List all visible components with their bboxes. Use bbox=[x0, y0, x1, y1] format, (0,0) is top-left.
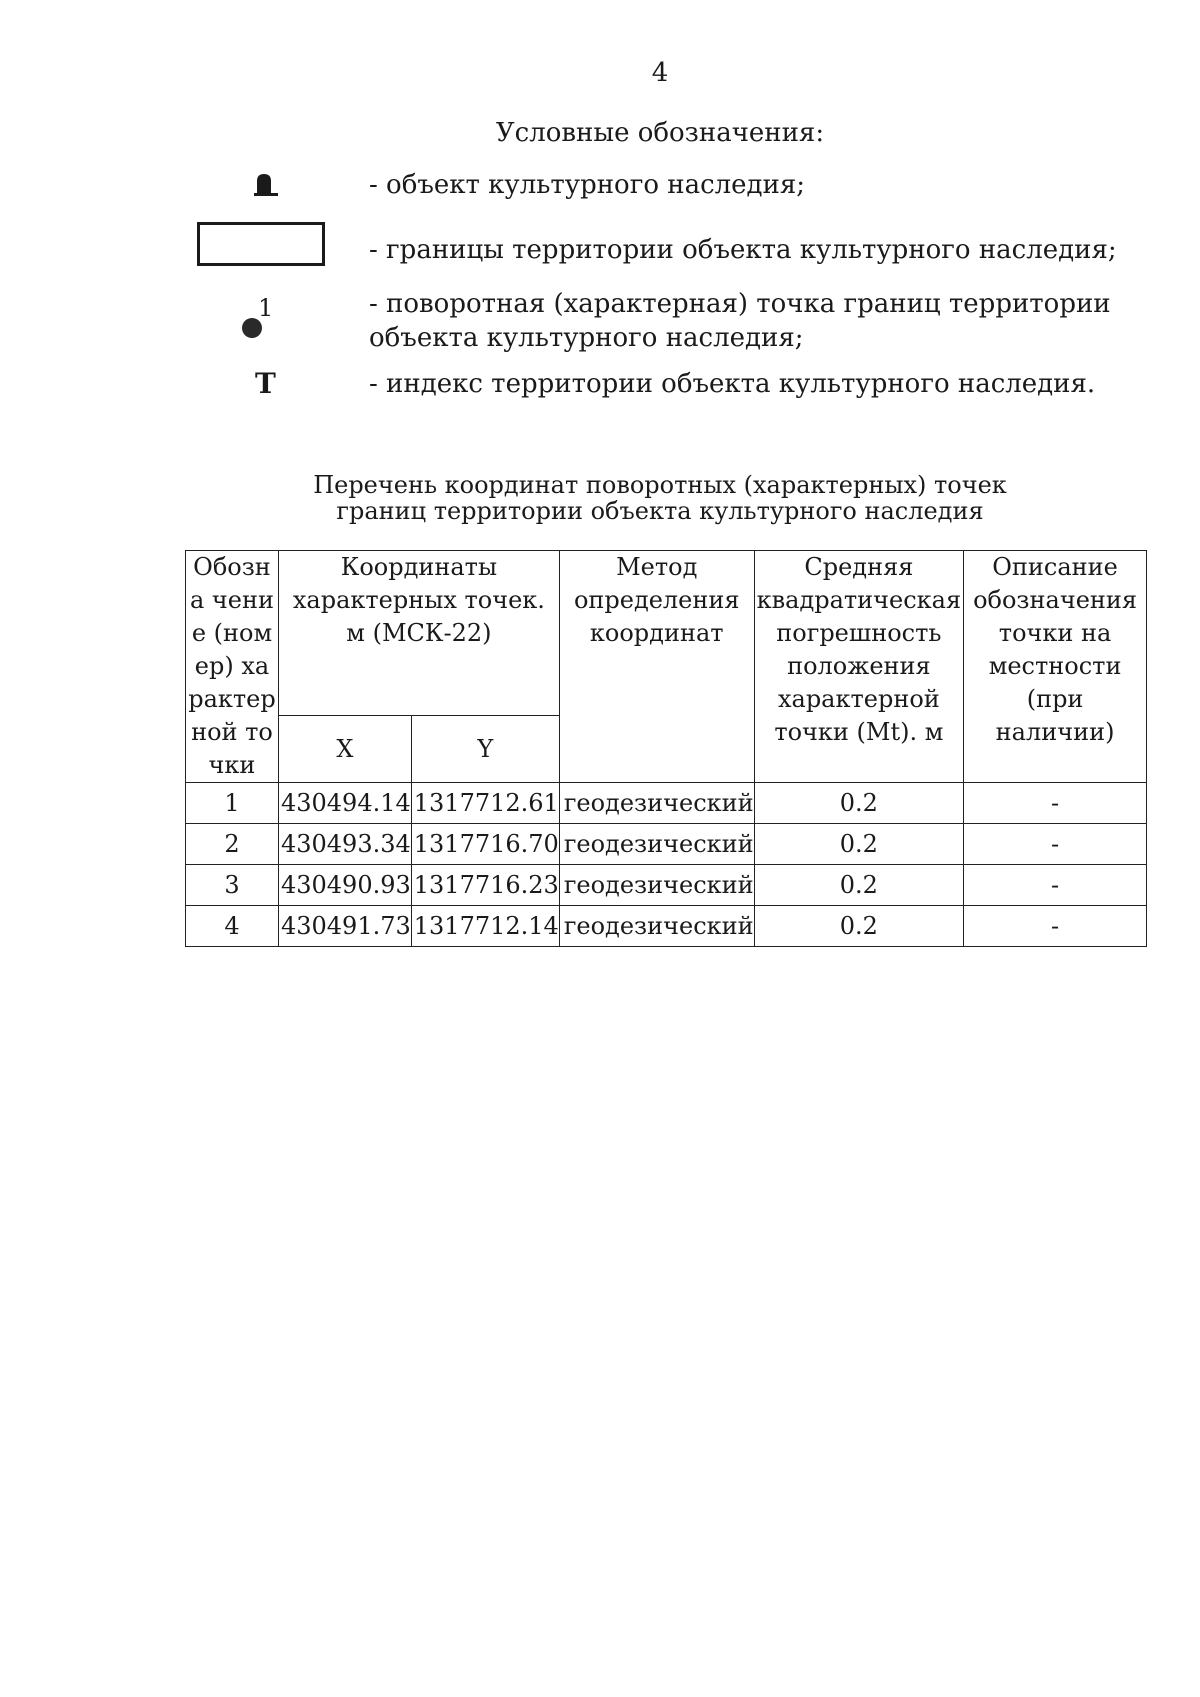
table-row bbox=[186, 865, 1147, 906]
table-row bbox=[186, 783, 1147, 824]
header-description: Описание обозначения точки на местности (при наличии) bbox=[964, 551, 1147, 783]
table-row bbox=[186, 906, 1147, 947]
cell-x: 430491.73 bbox=[278, 906, 411, 947]
header-y: Y bbox=[411, 716, 559, 783]
cell-method: геодезический bbox=[559, 906, 754, 947]
cell-y: 1317712.61 bbox=[411, 783, 559, 824]
table-title bbox=[0, 472, 1200, 524]
header-x: X bbox=[278, 716, 411, 783]
monument-icon bbox=[253, 171, 279, 197]
legend-text: - индекс территории объекта культурного наследия. bbox=[369, 369, 1096, 399]
cell-number: 4 bbox=[186, 906, 279, 947]
table-title-line-1: Перечень координат поворотных (характерных) точек bbox=[313, 471, 1007, 499]
cell-x: 430493.34 bbox=[278, 824, 411, 865]
header-coordinates: Координаты характерных точек. м (МСК-22) bbox=[278, 551, 559, 716]
cell-x: 430494.14 bbox=[278, 783, 411, 824]
cell-method: геодезический bbox=[559, 783, 754, 824]
legend-text: - границы территории объекта культурного наследия; bbox=[369, 235, 1117, 265]
legend-heading: Условные обозначения: bbox=[495, 118, 825, 148]
cell-description: - bbox=[964, 906, 1147, 947]
cell-method: геодезический bbox=[559, 824, 754, 865]
cell-number: 1 bbox=[186, 783, 279, 824]
page-number: 4 bbox=[651, 58, 669, 88]
cell-error: 0.2 bbox=[754, 783, 964, 824]
cell-number: 3 bbox=[186, 865, 279, 906]
header-error: Средняя квадратическая погрешность положения характерной точки (Mt). м bbox=[754, 551, 964, 783]
turning-point-icon bbox=[238, 296, 280, 342]
cell-error: 0.2 bbox=[754, 906, 964, 947]
cell-y: 1317716.70 bbox=[411, 824, 559, 865]
cell-number: 2 bbox=[186, 824, 279, 865]
boundary-rectangle-icon bbox=[197, 222, 325, 266]
coordinates-table bbox=[185, 550, 1147, 947]
cell-method: геодезический bbox=[559, 865, 754, 906]
cell-error: 0.2 bbox=[754, 865, 964, 906]
legend-text: - поворотная (характерная) точка границ территории объекта культурного наследия; bbox=[369, 289, 1111, 353]
legend-text: - объект культурного наследия; bbox=[369, 170, 806, 200]
table-row bbox=[186, 824, 1147, 865]
turning-point-label: 1 bbox=[258, 296, 274, 322]
cell-description: - bbox=[964, 865, 1147, 906]
cell-y: 1317716.23 bbox=[411, 865, 559, 906]
territory-index-icon: Т bbox=[255, 367, 276, 400]
cell-error: 0.2 bbox=[754, 824, 964, 865]
header-method: Метод определения координат bbox=[559, 551, 754, 783]
cell-description: - bbox=[964, 824, 1147, 865]
cell-y: 1317712.14 bbox=[411, 906, 559, 947]
table-title-line-2: границ территории объекта культурного наследия bbox=[336, 497, 984, 525]
cell-description: - bbox=[964, 783, 1147, 824]
cell-x: 430490.93 bbox=[278, 865, 411, 906]
header-designation: Обозна чение (номер) характер ной точки bbox=[186, 551, 279, 783]
